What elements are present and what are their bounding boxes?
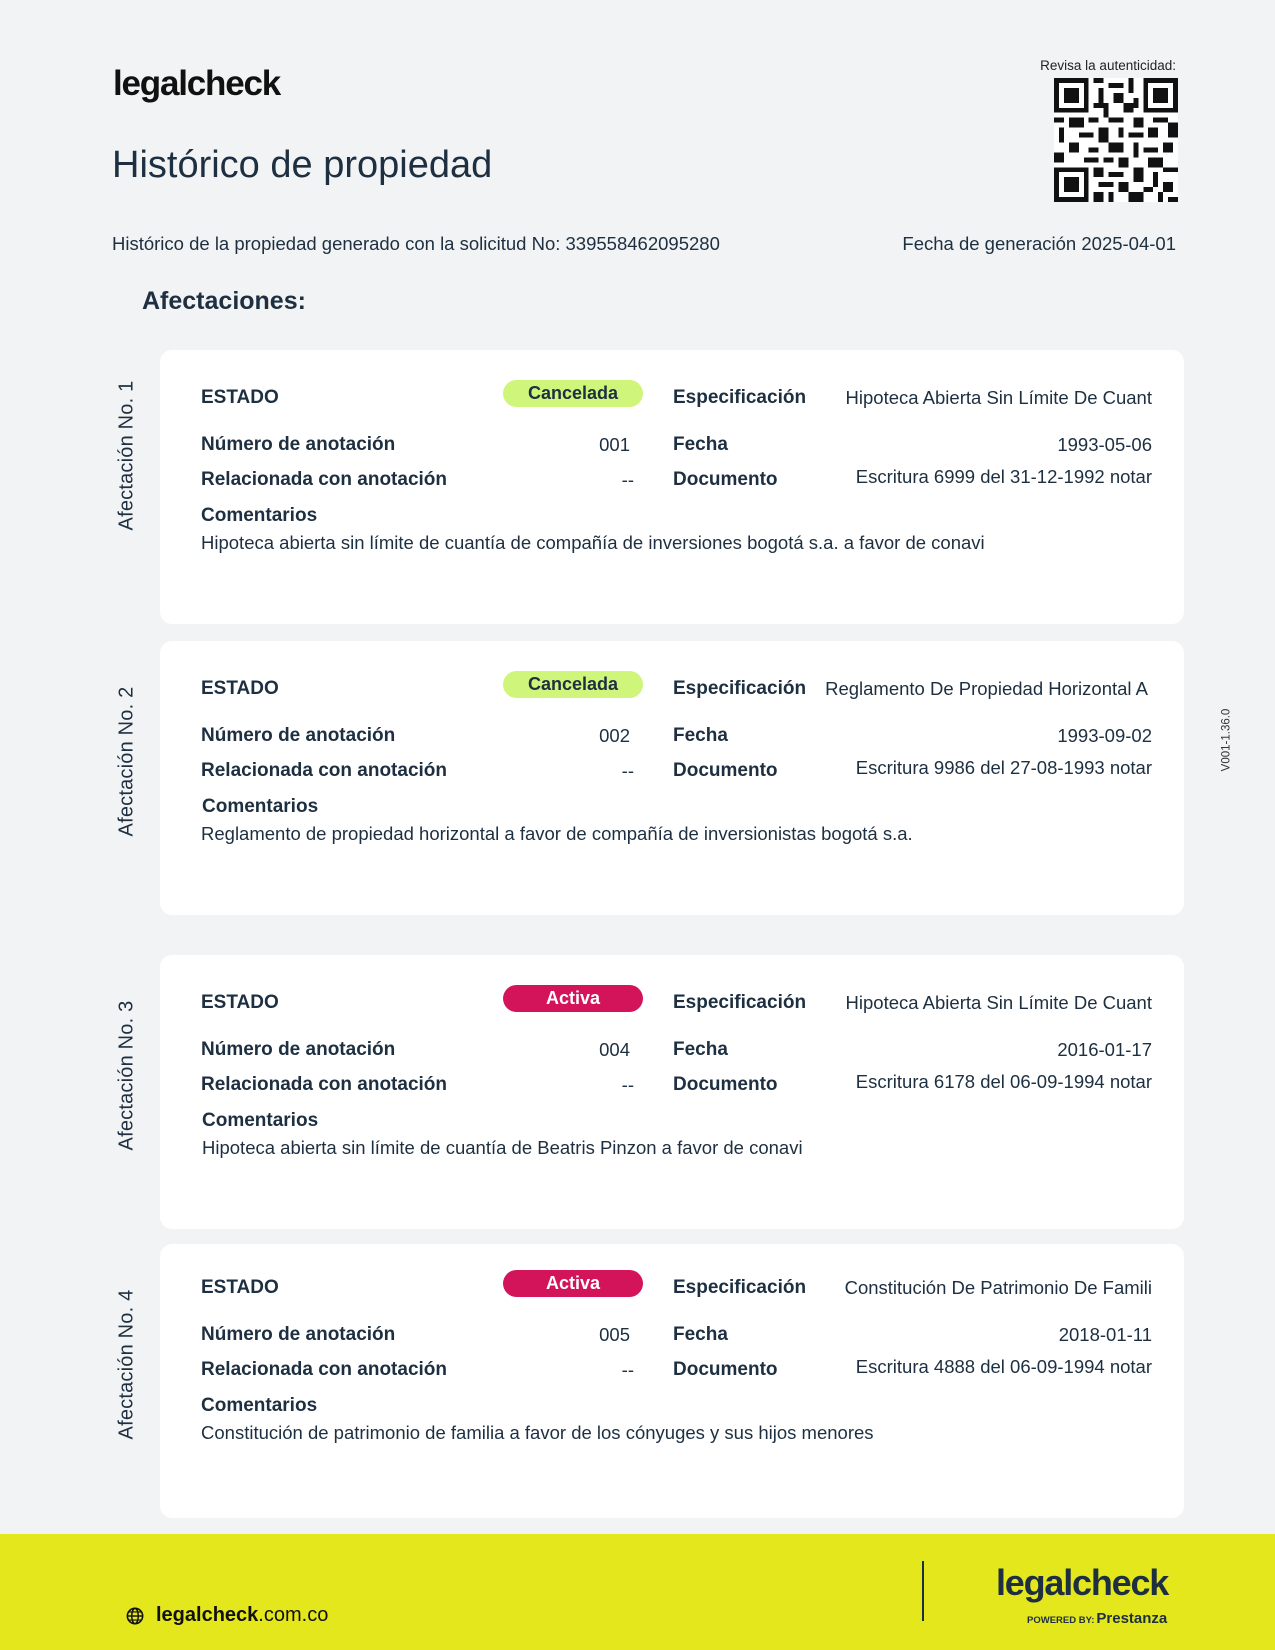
relacionada-value: -- <box>621 469 634 490</box>
relacionada-label: Relacionada con anotación <box>201 1074 447 1095</box>
documento-label: Documento <box>673 760 778 781</box>
qr-section <box>1020 58 1176 73</box>
comentarios-label: Comentarios <box>202 796 319 817</box>
comentario-text: Reglamento de propiedad horizontal a favor de compañía de inversionistas bogotá s.a. <box>201 823 913 844</box>
side-label-afectacion-4: Afectación No. 4 <box>115 1289 138 1439</box>
comentario-text: Hipoteca abierta sin límite de cuantía de compañía de inversiones bogotá s.a. a favor de conavi <box>201 532 985 553</box>
especificacion-label: Especificación <box>673 387 807 408</box>
legalcheck-logo: legalcheck <box>113 64 280 103</box>
relacionada-value: -- <box>621 1359 634 1380</box>
especificacion-value: Constitución De Patrimonio De Famili <box>844 1277 1152 1298</box>
documento-value: Escritura 9986 del 27-08-1993 notar <box>855 757 1152 778</box>
website-link[interactable] <box>126 1604 328 1627</box>
powered-by-label: POWERED BY: <box>1027 1615 1095 1626</box>
especificacion-value: Hipoteca Abierta Sin Límite De Cuant <box>845 387 1152 408</box>
status-badge: Cancelada <box>503 380 643 407</box>
fecha-value: 2016-01-17 <box>1057 1039 1152 1060</box>
footer-divider <box>922 1561 924 1621</box>
documento-label: Documento <box>673 469 778 490</box>
fecha-label: Fecha <box>673 1324 728 1345</box>
estado-label: ESTADO <box>201 1277 279 1298</box>
especificacion-label: Especificación <box>673 678 807 699</box>
comentario-text: Constitución de patrimonio de familia a favor de los cónyuges y sus hijos menores <box>201 1422 874 1443</box>
powered-by <box>1027 1610 1167 1627</box>
especificacion-value: Hipoteca Abierta Sin Límite De Cuant <box>845 992 1152 1013</box>
fecha-label: Fecha <box>673 434 728 455</box>
numero-label: Número de anotación <box>201 725 396 746</box>
fecha-value: 2018-01-11 <box>1058 1324 1152 1345</box>
fecha-label: Fecha <box>673 725 728 746</box>
afectacion-card-2 <box>160 641 1184 915</box>
comentarios-label: Comentarios <box>201 505 318 526</box>
afectacion-card-3 <box>160 955 1184 1229</box>
relacionada-value: -- <box>621 760 634 781</box>
documento-value: Escritura 6178 del 06-09-1994 notar <box>855 1071 1152 1092</box>
numero-value: 001 <box>599 434 630 455</box>
side-label-afectacion-3: Afectación No. 3 <box>115 1000 138 1150</box>
comentarios-label: Comentarios <box>201 1395 318 1416</box>
page-title: Histórico de propiedad <box>112 144 493 186</box>
fecha-value: 1993-09-02 <box>1057 725 1152 746</box>
afectacion-card-4 <box>160 1244 1184 1518</box>
relacionada-label: Relacionada con anotación <box>201 1359 447 1380</box>
estado-label: ESTADO <box>201 387 279 408</box>
documento-value: Escritura 6999 del 31-12-1992 notar <box>855 466 1152 487</box>
especificacion-value: Reglamento De Propiedad Horizontal A <box>825 678 1148 699</box>
numero-value: 002 <box>599 725 630 746</box>
side-label-afectacion-2: Afectación No. 2 <box>115 686 138 836</box>
documento-value: Escritura 4888 del 06-09-1994 notar <box>855 1356 1152 1377</box>
documento-label: Documento <box>673 1074 778 1095</box>
status-badge: Cancelada <box>503 671 643 698</box>
estado-label: ESTADO <box>201 678 279 699</box>
site-domain: .com.co <box>258 1604 329 1626</box>
documento-label: Documento <box>673 1359 778 1380</box>
qr-code-icon[interactable] <box>1054 78 1178 202</box>
especificacion-label: Especificación <box>673 1277 807 1298</box>
status-badge: Activa <box>503 985 643 1012</box>
relacionada-value: -- <box>621 1074 634 1095</box>
qr-label: Revisa la autenticidad: <box>1040 58 1176 73</box>
especificacion-label: Especificación <box>673 992 807 1013</box>
afectacion-card-1 <box>160 350 1184 624</box>
comentarios-label: Comentarios <box>202 1110 319 1131</box>
estado-label: ESTADO <box>201 992 279 1013</box>
status-badge: Activa <box>503 1270 643 1297</box>
fecha-label: Fecha <box>673 1039 728 1060</box>
request-line: Histórico de la propiedad generado con la solicitud No: 339558462095280 <box>112 233 720 254</box>
comentario-text: Hipoteca abierta sin límite de cuantía de Beatris Pinzon a favor de conavi <box>202 1137 803 1158</box>
globe-icon <box>126 1607 144 1625</box>
relacionada-label: Relacionada con anotación <box>201 469 447 490</box>
numero-value: 004 <box>599 1039 630 1060</box>
numero-label: Número de anotación <box>201 1324 396 1345</box>
section-title: Afectaciones: <box>142 287 306 315</box>
numero-label: Número de anotación <box>201 1039 396 1060</box>
footer-legalcheck-logo: legalcheck <box>996 1562 1169 1603</box>
generation-date: Fecha de generación 2025-04-01 <box>902 233 1176 254</box>
numero-label: Número de anotación <box>201 434 396 455</box>
site-brand: legalcheck <box>156 1604 259 1626</box>
relacionada-label: Relacionada con anotación <box>201 760 447 781</box>
version-label: V001-1.36.0 <box>1220 708 1233 772</box>
fecha-value: 1993-05-06 <box>1057 434 1152 455</box>
side-label-afectacion-1: Afectación No. 1 <box>115 380 138 530</box>
prestanza-logo: Prestanza <box>1096 1610 1168 1627</box>
numero-value: 005 <box>599 1324 630 1345</box>
